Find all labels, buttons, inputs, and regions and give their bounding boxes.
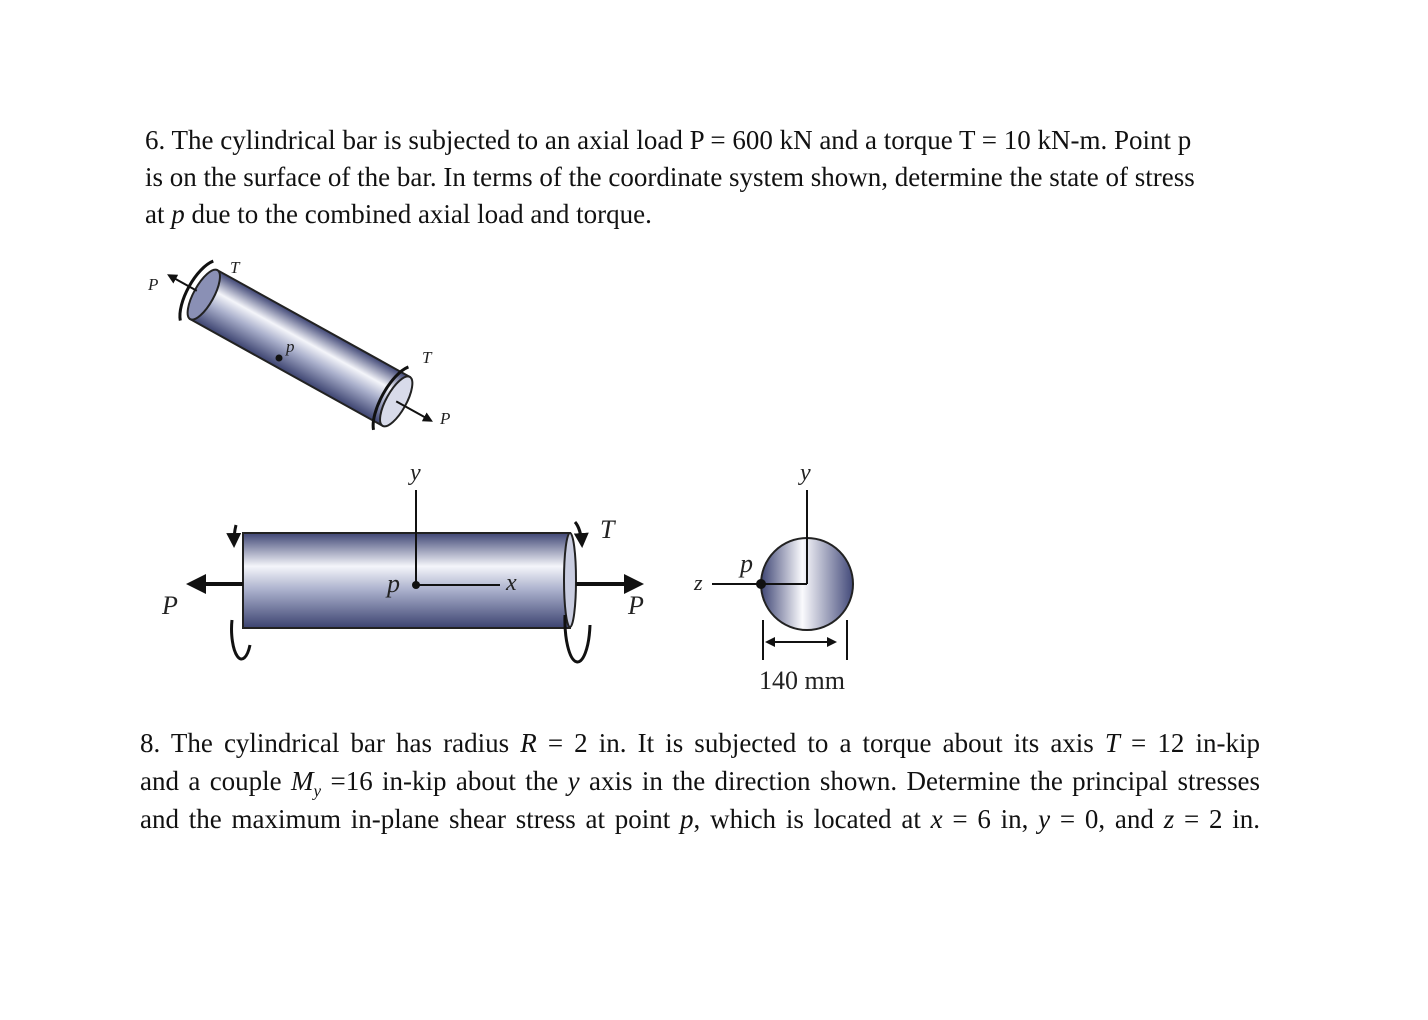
text: , which is located at	[693, 804, 931, 834]
text: and a couple	[140, 766, 292, 796]
label-P: P	[440, 409, 451, 428]
problem6-line2: is on the surface of the bar. In terms of the coordinate system shown, determine the state of stress	[145, 162, 1195, 192]
isometric-bar	[151, 244, 451, 452]
problem8-line2	[140, 766, 1260, 806]
text: = 2 in. It is subjected to a torque about its axis	[536, 728, 1105, 758]
var-T: T	[1104, 728, 1120, 758]
text: 8. The cylindrical bar has radius	[140, 728, 521, 758]
label-p: p	[286, 337, 295, 356]
point-p-dot	[276, 355, 283, 362]
text: at	[145, 199, 172, 229]
var-R: R	[520, 728, 537, 758]
var-p: p	[171, 199, 185, 229]
subscript-y: y	[313, 781, 322, 801]
text: = 6 in,	[942, 804, 1039, 834]
axis-y-label: y	[800, 460, 811, 486]
label-T: T	[600, 515, 615, 544]
axis-y-label: y	[410, 460, 421, 486]
text: = 12 in-kip	[1119, 728, 1260, 758]
dimension-label: 140 mm	[759, 666, 845, 695]
side-view-bar	[190, 490, 640, 662]
var-z: z	[1163, 804, 1175, 834]
axis-z-label: z	[694, 570, 703, 595]
problem8-line3	[140, 804, 1260, 834]
label-T: T	[230, 258, 240, 277]
var-x: x	[930, 804, 943, 834]
var-M: M	[291, 766, 314, 796]
label-P: P	[162, 591, 178, 620]
label-P: P	[148, 275, 159, 294]
label-p: p	[740, 549, 753, 578]
var-p: p	[680, 804, 694, 834]
text: = 0, and	[1050, 804, 1164, 834]
label-T: T	[422, 348, 432, 367]
problem6-line1: 6. The cylindrical bar is subjected to an axial load P = 600 kN and a torque T = 10 kN-m. Point p	[145, 125, 1192, 155]
text: =16 in-kip about the	[321, 766, 568, 796]
cross-section	[712, 490, 853, 660]
text: axis in the direction shown. Determine the principal stresses	[579, 766, 1260, 796]
axis-x-label: x	[506, 570, 517, 596]
label-P: P	[628, 591, 644, 620]
text: and the maximum in-plane shear stress at point	[140, 804, 681, 834]
var-y: y	[567, 766, 580, 796]
label-p: p	[387, 569, 400, 598]
var-y: y	[1038, 804, 1051, 834]
problem8-line1	[140, 728, 1260, 758]
text: due to the combined axial load and torque.	[184, 199, 652, 229]
text: = 2 in.	[1174, 804, 1260, 834]
